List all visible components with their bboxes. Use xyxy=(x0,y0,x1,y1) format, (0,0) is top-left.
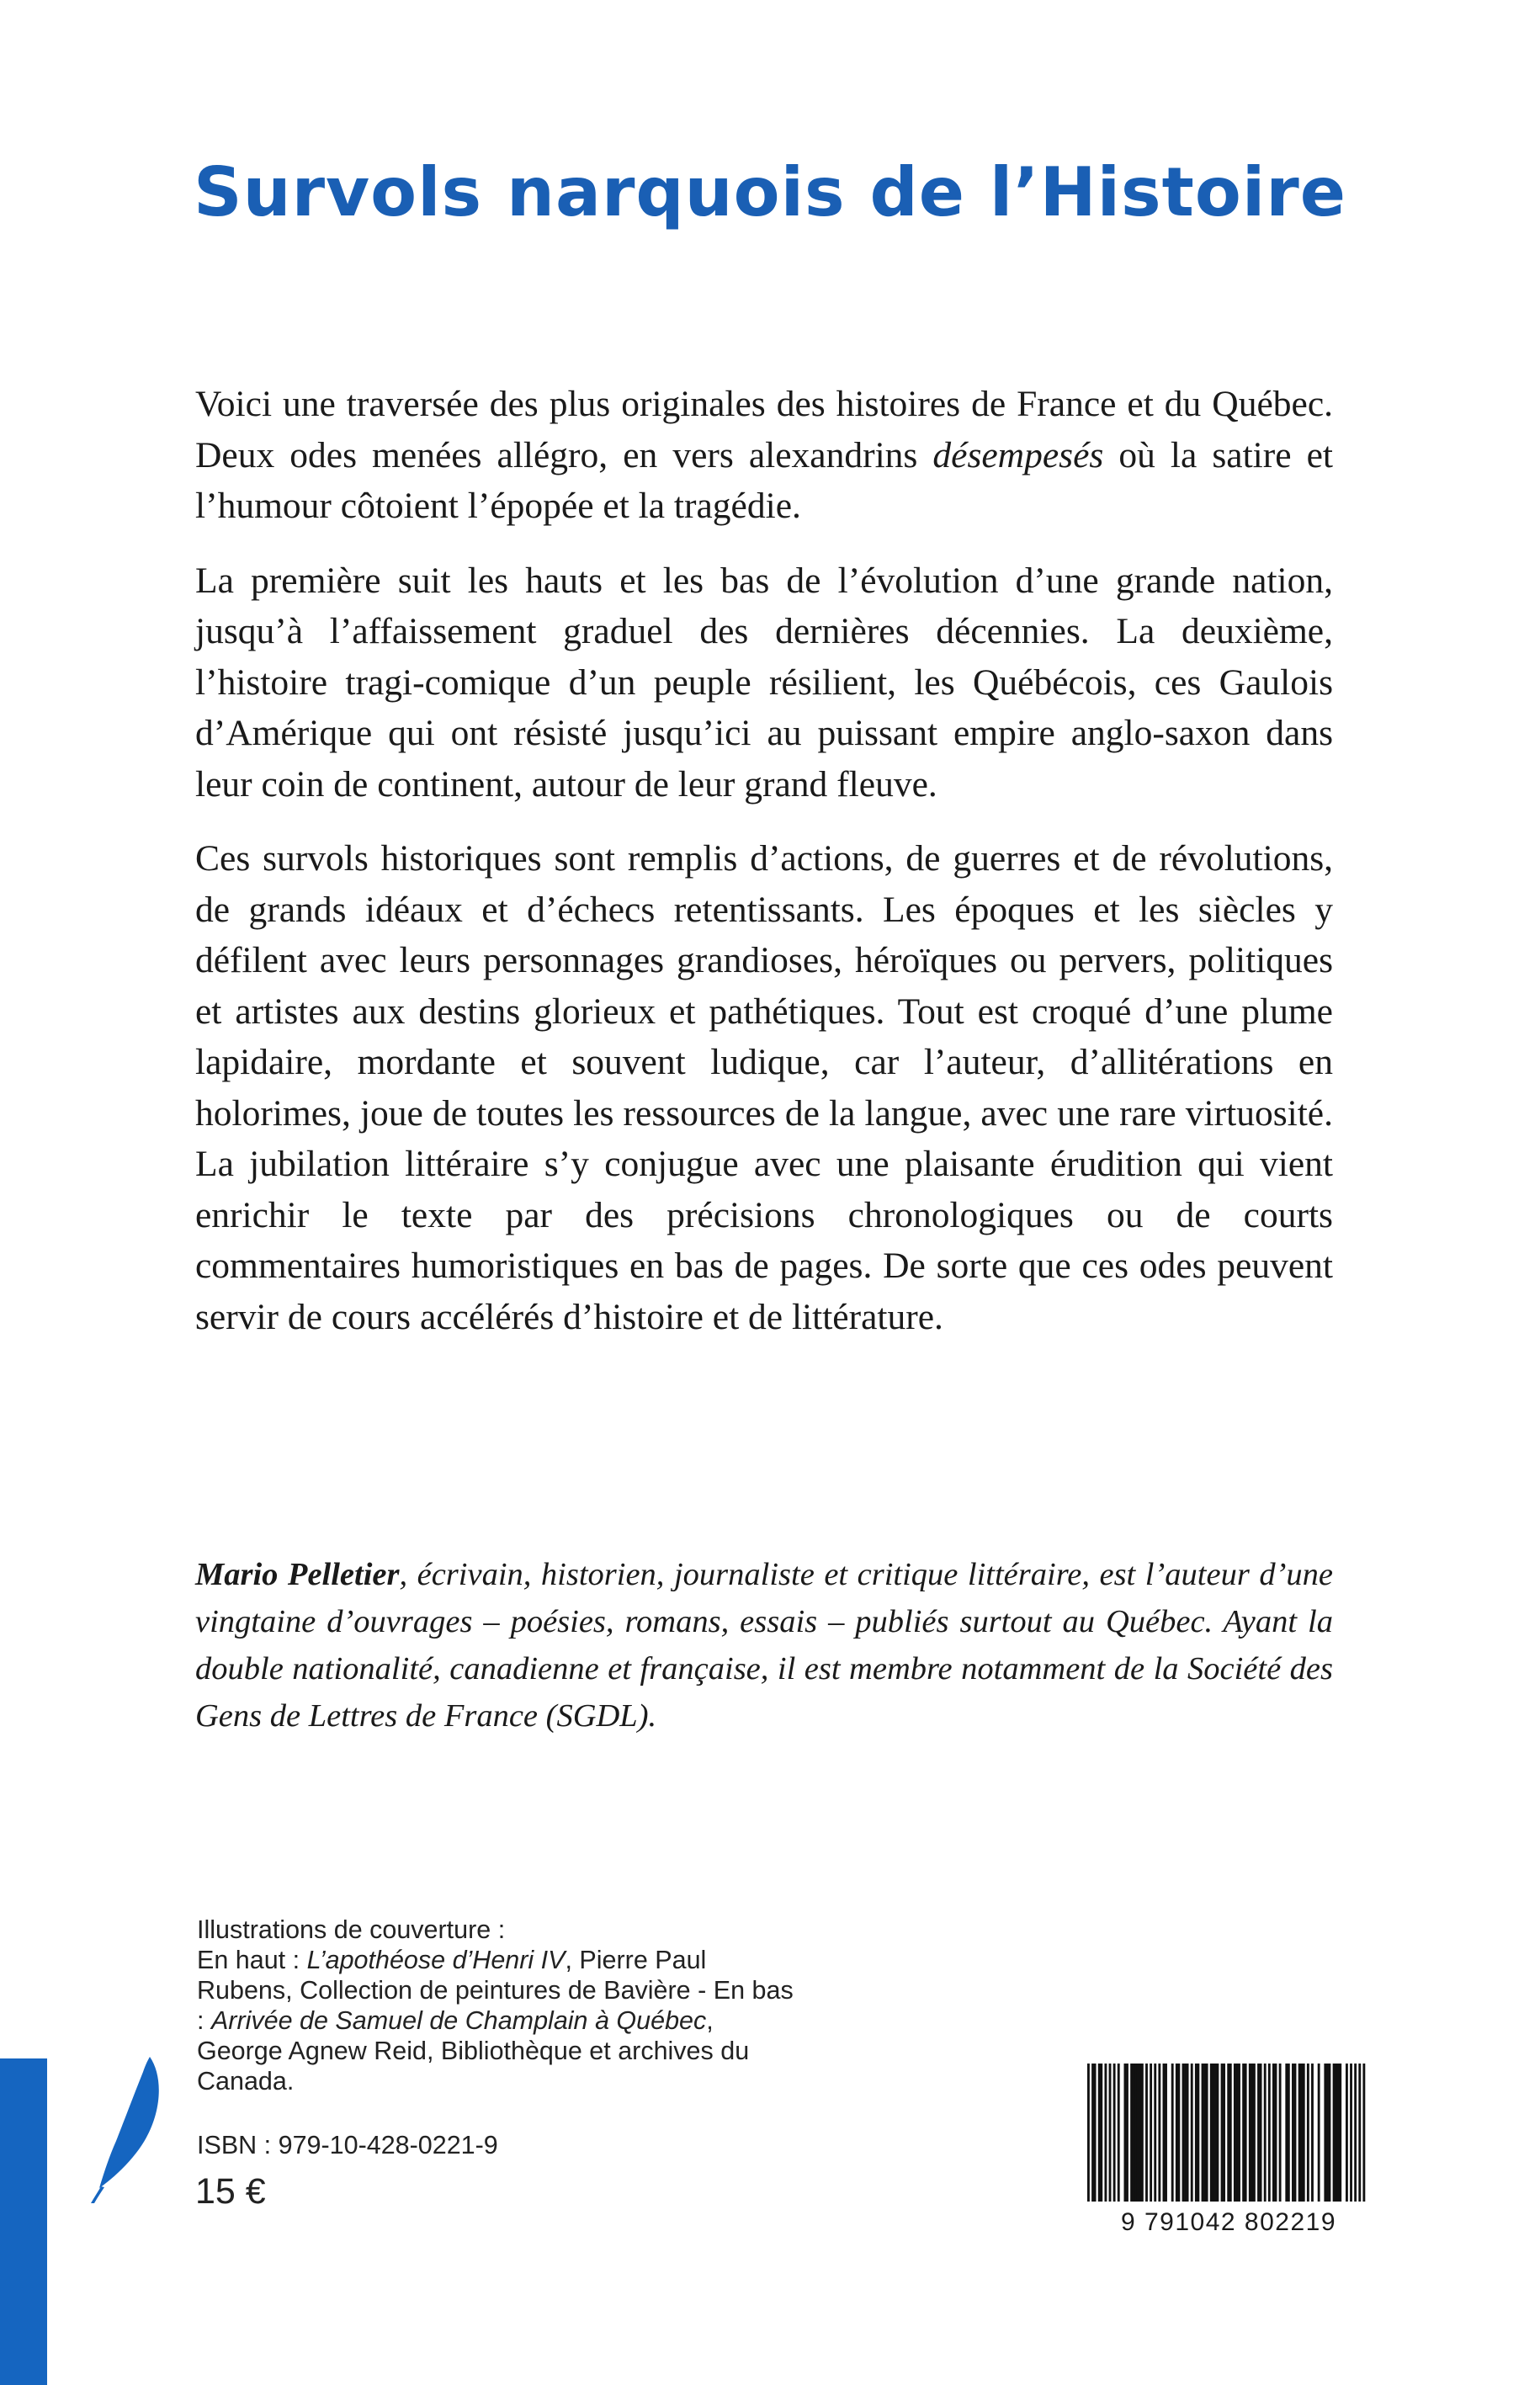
barcode-bar xyxy=(1141,2064,1144,2202)
barcode-bar xyxy=(1249,2064,1251,2202)
barcode-bar xyxy=(1176,2064,1178,2202)
barcode-bar xyxy=(1139,2064,1141,2202)
credits-bottom-work: Arrivée de Samuel de Champlain à Québec xyxy=(210,2006,707,2035)
barcode-bar xyxy=(1118,2064,1120,2202)
price: 15 € xyxy=(195,2171,266,2212)
barcode-bar xyxy=(1358,2064,1361,2202)
credits-body: En haut : L’apothéose d’Henri IV, Pierre Paul Rubens, Collection de peintures de Bavière - En bas : Arrivée de Samuel de Champlain à Québec, George Agnew Reid, Bibliothèque et archives du Canada. xyxy=(197,1946,794,2096)
barcode-bar xyxy=(1350,2064,1352,2202)
barcode-bar xyxy=(1212,2064,1214,2202)
barcode-bar xyxy=(1326,2064,1329,2202)
barcode-bar xyxy=(1236,2064,1239,2202)
barcode-bar xyxy=(1337,2064,1340,2202)
barcode-bar xyxy=(1294,2064,1297,2202)
blurb-paragraph-1: Voici une traversée des plus originales des histoires de France et du Québec. Deux odes menées allégro, en vers alexandrins désempesés où la satire et l’humour côtoient l’épopée et la tragédie. xyxy=(195,384,1333,526)
barcode-bar xyxy=(1214,2064,1217,2202)
barcode-bar xyxy=(1126,2064,1128,2202)
barcode-bar xyxy=(1229,2064,1232,2202)
barcode-bar xyxy=(1184,2064,1187,2202)
credits-top-work: L’apothéose d’Henri IV xyxy=(306,1946,566,1974)
barcode-bar xyxy=(1318,2064,1320,2202)
barcode-bar xyxy=(1203,2064,1206,2202)
barcode-bar xyxy=(1133,2064,1135,2202)
barcode-bar xyxy=(1275,2064,1277,2202)
barcode-bar xyxy=(1098,2064,1101,2202)
barcode-bar xyxy=(1279,2064,1282,2202)
barcode-bar xyxy=(1251,2064,1253,2202)
barcode-bar xyxy=(1158,2064,1160,2202)
quill-logo-icon xyxy=(84,2053,177,2205)
barcode-bar xyxy=(1238,2064,1240,2202)
credits-heading: Illustrations de couverture : xyxy=(197,1915,506,1944)
barcode-bar xyxy=(1264,2064,1267,2202)
barcode-bar xyxy=(1234,2064,1236,2202)
barcode-bar xyxy=(1329,2064,1331,2202)
isbn-barcode xyxy=(1070,2064,1370,2237)
barcode-bar xyxy=(1272,2064,1275,2202)
barcode-bar xyxy=(1150,2064,1152,2202)
barcode-bar xyxy=(1223,2064,1225,2202)
publisher-color-bar xyxy=(0,2058,47,2385)
blurb-paragraph-3: Ces survols historiques sont remplis d’actions, de guerres et de révolutions, de grands idéaux et d’échecs retentissants. Les époques et les siècles y défilent avec leurs personnages grandioses, héroïques ou pervers, politiques et artistes aux destins glorieux et pathétiques. Tout est croqué d’une plume lapidaire, mordante et souvent ludique, car l’auteur, d’allitérations en holorimes, joue de toutes les ressources de la langue, avec une rare virtuosité. La jubilation littéraire s’y conjugue avec une plaisante érudition qui vient enrichir le texte par des précisions chronologiques ou de courts commentaires humoristiques en bas de pages. De sorte que ces odes peuvent servir de cours accélérés d’histoire et de littérature. xyxy=(195,838,1333,1337)
barcode-bar xyxy=(1298,2064,1301,2202)
author-name: Mario Pelletier xyxy=(195,1557,400,1592)
author-bio-text: , écrivain, historien, journaliste et critique littéraire, est l’auteur d’une vingtaine d’ouvrages – poésies, romans, essais – publiés surtout au Québec. Ayant la double nationalité, canadienne et française, il est membre notamment de la Société des Gens de Lettres de France (SGDL). xyxy=(195,1557,1333,1734)
barcode-bar xyxy=(1130,2064,1133,2202)
barcode-bar xyxy=(1145,2064,1148,2202)
blurb-italic-word: désempesés xyxy=(932,434,1104,475)
barcode-bar xyxy=(1311,2064,1314,2202)
barcode-bar xyxy=(1195,2064,1197,2202)
barcode-bar xyxy=(1171,2064,1174,2202)
barcode-bar xyxy=(1346,2064,1348,2202)
blurb-paragraph-2: La première suit les hauts et les bas de l’évolution d’une grande nation, jusqu’à l’affaissement graduel des dernières décennies. La deuxième, l’histoire tragi-comique d’un peuple résilient, les Québécois, ces Gaulois d’Amérique qui ont résisté jusqu’ici au puissant empire anglo-saxon dans leur coin de continent, autour de leur grand fleuve. xyxy=(195,560,1333,805)
barcode-bar xyxy=(1123,2064,1126,2202)
barcode-bar xyxy=(1134,2064,1137,2202)
barcode-bar xyxy=(1154,2064,1156,2202)
barcode-bar xyxy=(1104,2064,1107,2202)
barcode-bar xyxy=(1257,2064,1260,2202)
barcode-bar xyxy=(1197,2064,1199,2202)
barcode-bar xyxy=(1227,2064,1229,2202)
barcode-bar xyxy=(1285,2064,1288,2202)
barcode-bar xyxy=(1210,2064,1213,2202)
barcode-digits: 9 791042 802219 xyxy=(1120,2208,1337,2236)
barcode-bar xyxy=(1163,2064,1166,2202)
barcode-bar xyxy=(1216,2064,1219,2202)
barcode-bar xyxy=(1177,2064,1180,2202)
barcode-bar xyxy=(1087,2064,1090,2202)
barcode-bar xyxy=(1221,2064,1224,2202)
book-title: Survols narquois de l’Histoire xyxy=(194,153,1346,231)
barcode-bar xyxy=(1253,2064,1256,2202)
illustration-credits xyxy=(197,1915,803,2096)
barcode-bar xyxy=(1303,2064,1305,2202)
isbn: ISBN : 979-10-428-0221-9 xyxy=(197,2131,498,2159)
back-cover-blurb xyxy=(195,379,1333,1366)
author-bio xyxy=(195,1551,1333,1740)
barcode-bar xyxy=(1187,2064,1189,2202)
barcode-bar xyxy=(1242,2064,1245,2202)
barcode-bar xyxy=(1260,2064,1262,2202)
barcode-bar xyxy=(1288,2064,1290,2202)
barcode-bar xyxy=(1335,2064,1337,2202)
barcode-bar xyxy=(1245,2064,1247,2202)
barcode-bar xyxy=(1307,2064,1309,2202)
barcode-bar xyxy=(1324,2064,1326,2202)
barcode-bar xyxy=(1333,2064,1336,2202)
barcode-bar xyxy=(1094,2064,1097,2202)
barcode-bar xyxy=(1354,2064,1357,2202)
barcode-bar xyxy=(1100,2064,1102,2202)
barcode-bar xyxy=(1339,2064,1341,2202)
barcode-bar xyxy=(1202,2064,1204,2202)
barcode-bar xyxy=(1091,2064,1094,2202)
barcode-bar xyxy=(1182,2064,1185,2202)
barcode-bar xyxy=(1300,2064,1303,2202)
barcode-bar xyxy=(1165,2064,1167,2202)
barcode-bar xyxy=(1109,2064,1112,2202)
barcode-bar xyxy=(1137,2064,1139,2202)
barcode-bar xyxy=(1206,2064,1208,2202)
barcode-bar xyxy=(1191,2064,1193,2202)
barcode-bar xyxy=(1362,2064,1365,2202)
barcode-bar xyxy=(1113,2064,1116,2202)
barcode-bar xyxy=(1292,2064,1294,2202)
barcode-bar xyxy=(1268,2064,1271,2202)
